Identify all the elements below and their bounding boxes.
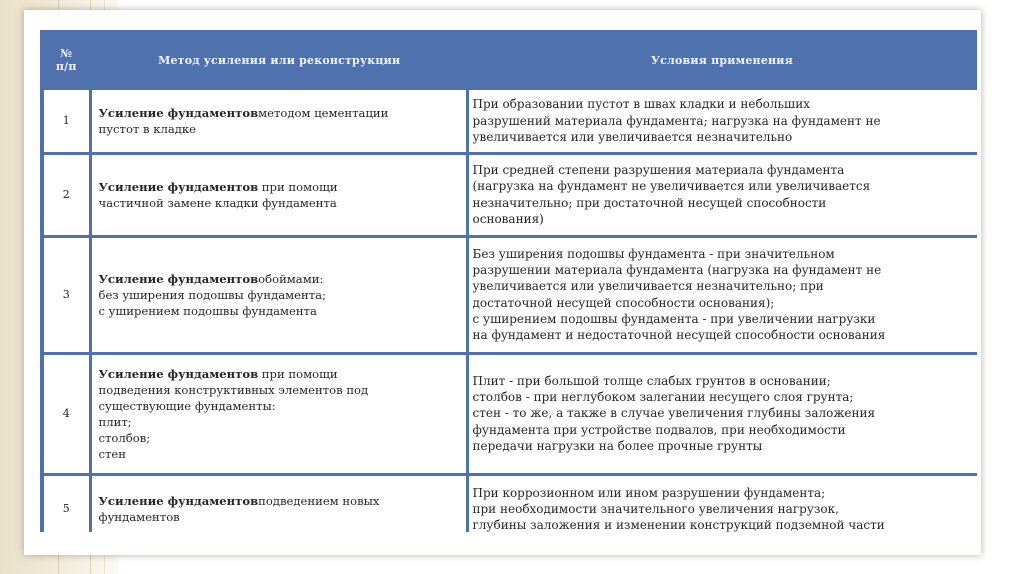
conditions-cell [467, 474, 977, 532]
method-bold-text: Усиление фундаментов [98, 494, 259, 508]
conditions-text: увеличивается или увеличивается незначительно; при [472, 279, 824, 294]
row-number: 3 [44, 236, 90, 353]
conditions-cell [467, 353, 977, 474]
method-text: подведения конструктивных элементов под [98, 382, 369, 397]
table-row [44, 90, 977, 153]
method-text: подведением новых [258, 494, 380, 508]
method-cell [90, 153, 467, 236]
method-text: при помощи [258, 366, 338, 381]
method-cell [90, 353, 467, 474]
method-text: методом цементации [258, 105, 389, 120]
conditions-text: При средней степени разрушения материала фундамента [472, 163, 845, 178]
conditions-text: основания) [472, 211, 544, 226]
slide-card [24, 10, 981, 555]
table-row [44, 236, 977, 353]
row-number: 5 [44, 474, 90, 532]
conditions-text: (нагрузка на фундамент не увеличивается или увеличивается [472, 179, 871, 194]
conditions-text: глубины заложения и изменении конструкций подземной части [472, 518, 885, 532]
method-text: пустот в кладке [98, 121, 197, 136]
method-cell [90, 90, 467, 153]
method-bold-text: Усиление фундаментов [98, 271, 259, 286]
method-text: фундаментов [98, 510, 180, 524]
conditions-text: При образовании пустот в швах кладки и небольших [472, 97, 810, 112]
method-text: стен [98, 446, 126, 461]
conditions-text: передачи нагрузки на более прочные грунты [472, 438, 763, 453]
method-text: обоймами: [258, 271, 324, 286]
conditions-cell [467, 153, 977, 236]
method-text: плит; [98, 414, 132, 429]
conditions-text: на фундамент и недостаточной несущей способности основания [472, 327, 886, 342]
method-text: столбов; [98, 430, 151, 445]
conditions-text: при необходимости значительного увеличения нагрузок, [472, 501, 839, 516]
conditions-text: При коррозионном или ином разрушении фундамента; [472, 485, 826, 500]
conditions-text: Плит - при большой толще слабых грунтов в основании; [472, 373, 831, 388]
method-bold-text: Усиление фундаментов [98, 105, 259, 120]
table-row [44, 474, 977, 532]
conditions-cell [467, 90, 977, 153]
conditions-text: разрушении материала фундамента (нагрузка на фундамент не [472, 263, 882, 278]
conditions-text: с уширением подошвы фундамента - при увеличении нагрузки [472, 311, 876, 326]
header-number-line2: п/п [55, 60, 77, 73]
header-method: Метод усиления или реконструкции [90, 30, 467, 90]
method-bold-text: Усиление фундаментов [98, 366, 259, 381]
method-text: при помощи [258, 179, 338, 194]
reinforcement-methods-table [44, 30, 977, 532]
row-number: 1 [44, 90, 90, 153]
conditions-text: разрушений материала фундамента; нагрузка на фундамент не [472, 113, 881, 128]
table-header-row [44, 30, 977, 90]
method-text: существующие фундаменты: [98, 398, 276, 413]
conditions-text: незначительно; при достаточной несущей способности [472, 195, 827, 210]
row-number: 4 [44, 353, 90, 474]
row-number: 2 [44, 153, 90, 236]
method-cell [90, 474, 467, 532]
conditions-text: Без уширения подошвы фундамента - при значительном [472, 246, 835, 261]
conditions-text: стен - то же, а также в случае увеличения глубины заложения [472, 406, 876, 421]
conditions-text: увеличивается или увеличивается незначительно [472, 129, 793, 144]
table-frame [40, 30, 977, 532]
header-conditions: Условия применения [467, 30, 977, 90]
method-cell [90, 236, 467, 353]
conditions-cell [467, 236, 977, 353]
header-number-line1: № [60, 47, 73, 60]
method-text: без уширения подошвы фундамента; [98, 287, 326, 302]
conditions-text: фундамента при устройстве подвалов, при необходимости [472, 422, 846, 437]
header-number [44, 30, 90, 90]
conditions-text: столбов - при неглубоком залегании несущего слоя грунта; [472, 390, 854, 405]
method-text: с уширением подошвы фундамента [98, 303, 317, 318]
table-row [44, 153, 977, 236]
method-text: частичной замене кладки фундамента [98, 195, 337, 210]
conditions-text: достаточной несущей способности основания); [472, 295, 775, 310]
table-row [44, 353, 977, 474]
method-bold-text: Усиление фундаментов [98, 179, 259, 194]
